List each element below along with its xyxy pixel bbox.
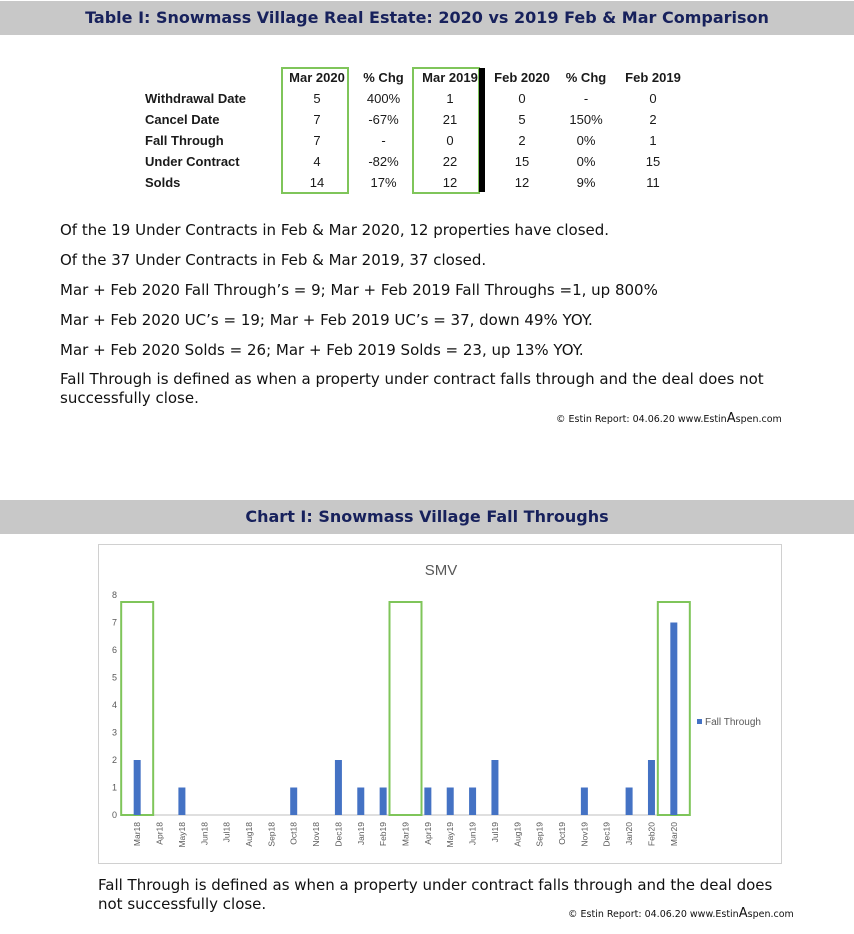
table-cell: 17% [370, 175, 397, 190]
table-cell: 5 [518, 112, 526, 127]
credit-line: © Estin Report: 04.06.20 www.EstinAspen.com [556, 411, 782, 426]
column-header: Feb 2020 [494, 70, 550, 85]
x-tick-label: Mar20 [668, 822, 679, 847]
definition-note: Fall Through is defined as when a property under contract falls through and the deal does not successfully close. [60, 370, 764, 407]
x-tick-label: May19 [445, 822, 456, 848]
column-header: % Chg [565, 70, 607, 85]
table-cell: 0% [576, 154, 596, 169]
table-cell: 12 [442, 175, 458, 190]
row-label: Fall Through [145, 133, 224, 148]
mar-2019-highlight-box [412, 67, 480, 194]
note-line: Of the 37 Under Contracts in Feb & Mar 2019, 37 closed. [60, 251, 487, 269]
x-tick-label: Oct18 [288, 822, 299, 845]
x-tick-label: Sep18 [266, 822, 277, 847]
x-tick-label: Nov19 [579, 822, 590, 847]
table-cell: - [381, 133, 386, 148]
table-cell: 400% [366, 91, 401, 106]
x-tick-label: Feb20 [646, 822, 657, 847]
column-header: Mar 2019 [422, 70, 478, 85]
x-tick-label: Dec18 [333, 822, 344, 847]
x-tick-label: Jun18 [199, 822, 210, 846]
x-tick-label: Apr18 [154, 822, 165, 845]
x-tick-label: Jun19 [467, 822, 478, 846]
chart-title-band [0, 500, 854, 534]
table-cell: 0 [446, 133, 454, 148]
table-cell: 11 [646, 175, 660, 190]
x-tick-label: Nov18 [311, 822, 322, 847]
table-cell: 150% [569, 112, 603, 127]
table-title: Table I: Snowmass Village Real Estate: 2020 vs 2019 Feb & Mar Comparison [85, 8, 769, 27]
y-tick-label: 2 [111, 755, 117, 765]
x-tick-label: May18 [176, 822, 187, 848]
table-cell: 9% [576, 175, 596, 190]
y-tick-label: 5 [111, 672, 117, 683]
chart-credit-line: © Estin Report: 04.06.20 www.EstinAspen.com [568, 906, 794, 921]
x-tick-label: Aug18 [243, 822, 254, 847]
mar-2020-highlight-box [281, 67, 349, 194]
y-tick-label: 4 [111, 700, 117, 710]
table-cell: 1 [446, 91, 454, 106]
table-cell: 14 [309, 175, 325, 190]
y-tick-label: 8 [111, 590, 117, 600]
table-cell: 7 [313, 133, 321, 148]
table-cell: - [583, 91, 589, 106]
x-tick-label: Sep19 [534, 822, 545, 847]
table-cell: 7 [313, 112, 321, 127]
table-cell: 2 [649, 112, 657, 127]
table-cell: 1 [649, 133, 657, 148]
table-cell: 0 [649, 91, 657, 106]
row-label: Solds [145, 175, 181, 190]
note-line: Mar + Feb 2020 UC’s = 19; Mar + Feb 2019 UC’s = 37, down 49% YOY. [60, 311, 593, 329]
legend-label: Fall Through [705, 717, 761, 728]
note-line: Mar + Feb 2020 Fall Through’s = 9; Mar + Feb 2019 Fall Throughs =1, up 800% [60, 281, 658, 299]
chart-title: SMV [424, 562, 458, 579]
y-tick-label: 1 [111, 782, 117, 793]
table-cell: 22 [442, 154, 458, 169]
table-cell: 21 [442, 112, 458, 127]
table-cell: 2 [518, 133, 526, 148]
note-line: Mar + Feb 2020 Solds = 26; Mar + Feb 2019 Solds = 23, up 13% YOY. [60, 341, 584, 359]
table-cell: 4 [313, 154, 321, 169]
x-tick-label: Jan19 [355, 822, 366, 846]
y-tick-label: 7 [111, 617, 117, 628]
x-tick-label: Dec19 [601, 822, 612, 847]
column-header: % Chg [363, 70, 404, 85]
table-cell: -67% [368, 112, 399, 127]
y-tick-label: 0 [111, 810, 117, 820]
table-cell: 0% [576, 133, 596, 148]
x-tick-label: Mar19 [400, 822, 411, 847]
row-label: Withdrawal Date [145, 91, 247, 106]
x-tick-label: Mar18 [132, 822, 143, 847]
column-header: Mar 2020 [289, 70, 345, 85]
x-tick-label: Jan20 [624, 822, 635, 846]
table-cell: 15 [645, 154, 661, 169]
table-title-band [0, 1, 854, 35]
table-cell: 12 [514, 175, 530, 190]
y-tick-label: 3 [111, 727, 117, 738]
chart-frame [98, 544, 782, 864]
chart-caption: Fall Through is defined as when a property under contract falls through and the deal does not successfully close. [98, 876, 773, 913]
note-line: Of the 19 Under Contracts in Feb & Mar 2020, 12 properties have closed. [60, 221, 610, 239]
table-cell: 0 [518, 91, 526, 106]
table-cell: -82% [368, 154, 399, 169]
row-label: Under Contract [145, 154, 240, 169]
x-tick-label: Apr19 [422, 822, 433, 845]
x-tick-label: Aug19 [512, 822, 523, 847]
x-tick-label: Jul19 [489, 822, 500, 843]
column-divider [479, 68, 485, 192]
table-cell: 15 [514, 154, 530, 169]
row-label: Cancel Date [145, 112, 220, 127]
y-tick-label: 6 [111, 645, 117, 655]
chart-section-title: Chart I: Snowmass Village Fall Throughs [245, 507, 609, 526]
x-tick-label: Feb19 [378, 822, 389, 847]
table-cell: 5 [313, 91, 321, 106]
x-tick-label: Jul18 [221, 822, 232, 843]
column-header: Feb 2019 [625, 70, 681, 85]
x-tick-label: Oct19 [557, 822, 568, 845]
